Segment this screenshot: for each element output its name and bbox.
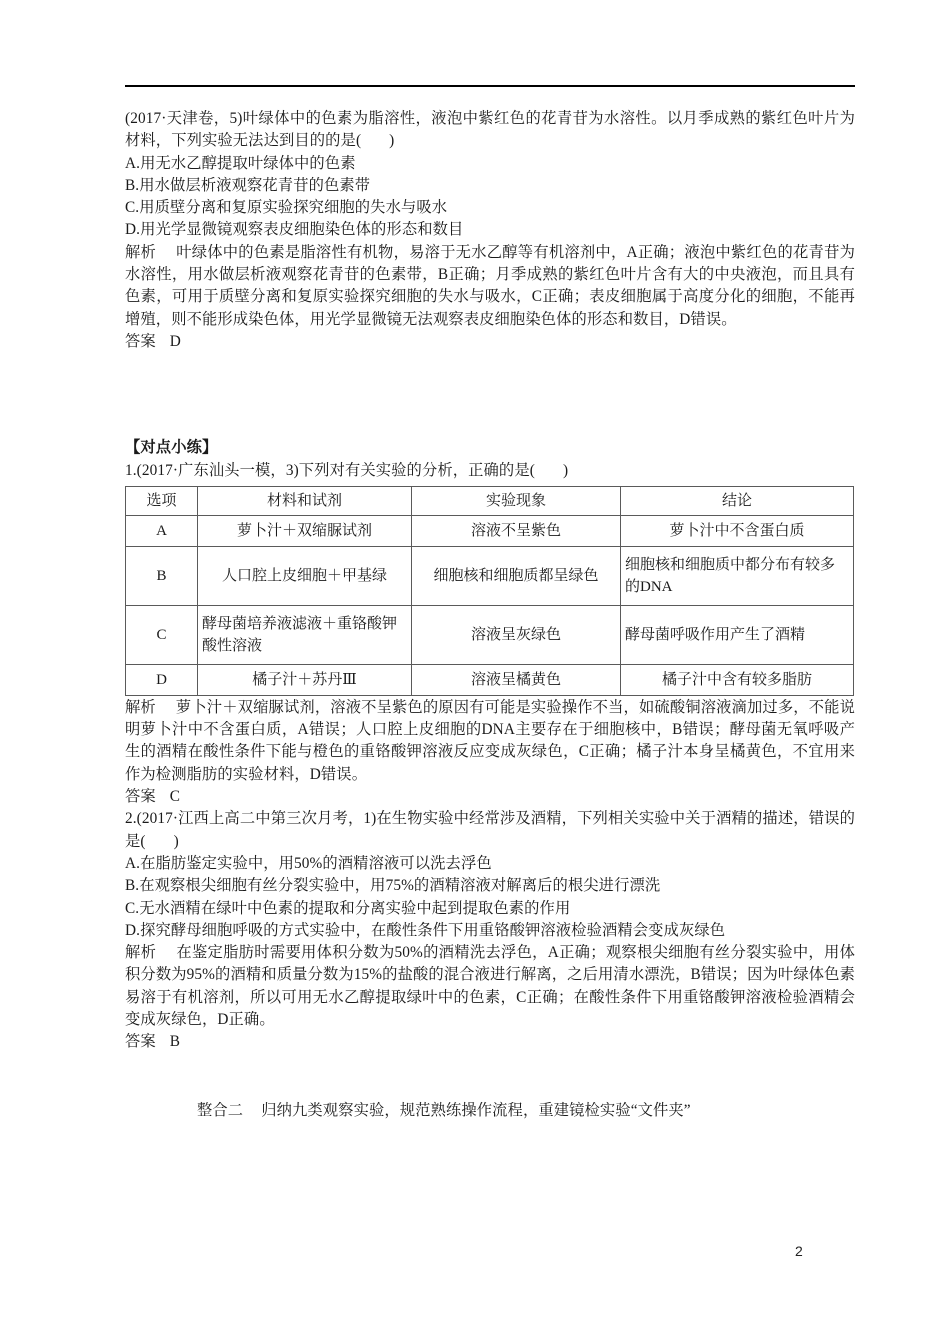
q1-stem-close: ) (562, 461, 569, 479)
page-content (125, 108, 855, 1122)
cell-option: D (126, 664, 198, 695)
q2-answer-value: B (169, 1033, 181, 1051)
q2-analysis-text: 在鉴定脂肪时需要用体积分数为50%的酒精洗去浮色，A正确；观察根尖细胞有丝分裂实验中，用体积分数为95%的酒精和质量分数为15%的盐酸的混合液进行解离，之后用清水漂洗，B错误；因为叶绿体色素易溶于有机溶剂，所以可用无水乙醇提取绿叶中的色素，C正确；在酸性条件下用重铬酸钾溶液检验酒精会变成灰绿色，D正确。 (125, 944, 855, 1029)
header-phenomenon: 实验现象 (412, 486, 621, 515)
q1-answer-paragraph (125, 786, 855, 808)
option-d: D.用光学显微镜观察表皮细胞染色体的形态和数目 (125, 221, 464, 239)
cell-conclusion: 橘子汁中含有较多脂肪 (621, 664, 854, 695)
q1-answer-value: C (169, 788, 181, 806)
question-stem-close: ) (389, 132, 395, 150)
q1-answer-label: 答案 (125, 788, 156, 806)
q2-option-d: D.探究酵母细胞呼吸的方式实验中，在酸性条件下用重铬酸钾溶液检验酒精会变成灰绿色 (125, 921, 726, 939)
question-block-top (125, 108, 855, 353)
cell-material: 人口腔上皮细胞＋甲基绿 (198, 546, 412, 605)
q2-answer-label: 答案 (125, 1033, 156, 1051)
cell-material: 酵母菌培养液滤液＋重铬酸钾酸性溶液 (198, 605, 412, 664)
header-option: 选项 (126, 486, 198, 515)
q2-analysis-label: 解析 (125, 944, 157, 962)
q2-analysis-paragraph (125, 942, 855, 1031)
table-row (126, 605, 854, 664)
cell-conclusion: 酵母菌呼吸作用产生了酒精 (621, 605, 854, 664)
experiment-analysis-table (125, 486, 854, 696)
q2-stem-text: 2.(2017·江西上高二中第三次月考，1)在生物实验中经常涉及酒精，下列相关实验中关于酒精的描述，错误的是( (125, 810, 855, 850)
option-a: A.用无水乙醇提取叶绿体中的色素 (125, 154, 356, 172)
cell-option: A (126, 515, 198, 546)
cell-option: B (126, 546, 198, 605)
q2-stem-close: ) (173, 832, 179, 850)
cell-phenomenon: 溶液呈橘黄色 (412, 664, 621, 695)
table-row (126, 515, 854, 546)
q1-stem-text: 1.(2017·广东汕头一模，3)下列对有关实验的分析，正确的是( (125, 461, 535, 479)
cell-option: C (126, 605, 198, 664)
cell-material: 萝卜汁＋双缩脲试剂 (198, 515, 412, 546)
analysis-label: 解析 (125, 243, 157, 261)
q2-option-b: B.在观察根尖细胞有丝分裂实验中，用75%的酒精溶液对解离后的根尖进行漂洗 (125, 877, 661, 895)
section-spacer (125, 353, 855, 437)
integration-heading (125, 1100, 855, 1122)
analysis-text: 叶绿体中的色素是脂溶性有机物，易溶于无水乙醇等有机溶剂中，A正确；液泡中紫红色的花青苷为水溶性，用水做层析液观察花青苷的色素带，B正确；月季成熟的紫红色叶片含有大的中央液泡，而且具有色素，可用于质壁分离和复原实验探究细胞的失水与吸水，C正确；表皮细胞属于高度分化的细胞，不能再增殖，则不能形成染色体，用光学显微镜无法观察表皮细胞染色体的形态和数目，D错误。 (125, 243, 856, 328)
integration-text: 归纳九类观察实验，规范熟练操作流程，重建镜检实验“文件夹” (261, 1101, 691, 1119)
header-material: 材料和试剂 (198, 486, 412, 515)
q1-stem (125, 460, 855, 482)
question-block-2 (125, 808, 855, 1053)
cell-conclusion: 细胞核和细胞质中都分布有较多的DNA (621, 546, 854, 605)
analysis-paragraph (125, 242, 855, 331)
table-header-row (126, 486, 854, 515)
answer-label: 答案 (125, 332, 156, 350)
integration-label: 整合二 (197, 1101, 244, 1119)
page-header-rule (125, 85, 855, 87)
q1-analysis-text: 萝卜汁＋双缩脲试剂，溶液不呈紫色的原因有可能是实验操作不当，如硫酸铜溶液滴加过多，不能说明萝卜汁中不含蛋白质，A错误；人口腔上皮细胞的DNA主要存在于细胞核中，B错误；酵母菌无氧呼吸产生的酒精在酸性条件下能与橙色的重铬酸钾溶液反应变成灰绿色，C正确；橘子汁本身呈橘黄色，不宜用来作为检测脂肪的实验材料，D错误。 (125, 698, 855, 783)
question-stem-text: (2017·天津卷，5)叶绿体中的色素为脂溶性，液泡中紫红色的花青苷为水溶性。以月季成熟的紫红色叶片为材料，下列实验无法达到目的的是( (125, 110, 855, 150)
table-row (126, 664, 854, 695)
question-stem (125, 108, 855, 153)
q2-option-a: A.在脂肪鉴定实验中，用50%的酒精溶液可以洗去浮色 (125, 854, 492, 872)
option-b: B.用水做层析液观察花青苷的色素带 (125, 176, 371, 194)
cell-phenomenon: 溶液不呈紫色 (412, 515, 621, 546)
answer-paragraph (125, 331, 855, 353)
cell-conclusion: 萝卜汁中不含蛋白质 (621, 515, 854, 546)
q1-analysis-paragraph (125, 697, 855, 786)
q2-answer-paragraph (125, 1031, 855, 1053)
cell-phenomenon: 细胞核和细胞质都呈绿色 (412, 546, 621, 605)
q2-option-c: C.无水酒精在绿叶中色素的提取和分离实验中起到提取色素的作用 (125, 899, 571, 917)
q2-stem (125, 808, 855, 853)
option-c: C.用质壁分离和复原实验探究细胞的失水与吸水 (125, 199, 448, 217)
cell-material: 橘子汁＋苏丹Ⅲ (198, 664, 412, 695)
question-block-1 (125, 460, 855, 809)
header-conclusion: 结论 (621, 486, 854, 515)
q1-analysis-label: 解析 (125, 698, 156, 716)
page-number: 2 (795, 1243, 803, 1259)
table-row (126, 546, 854, 605)
drill-section-heading: 【对点小练】 (125, 439, 218, 457)
answer-value: D (169, 332, 181, 350)
cell-phenomenon: 溶液呈灰绿色 (412, 605, 621, 664)
